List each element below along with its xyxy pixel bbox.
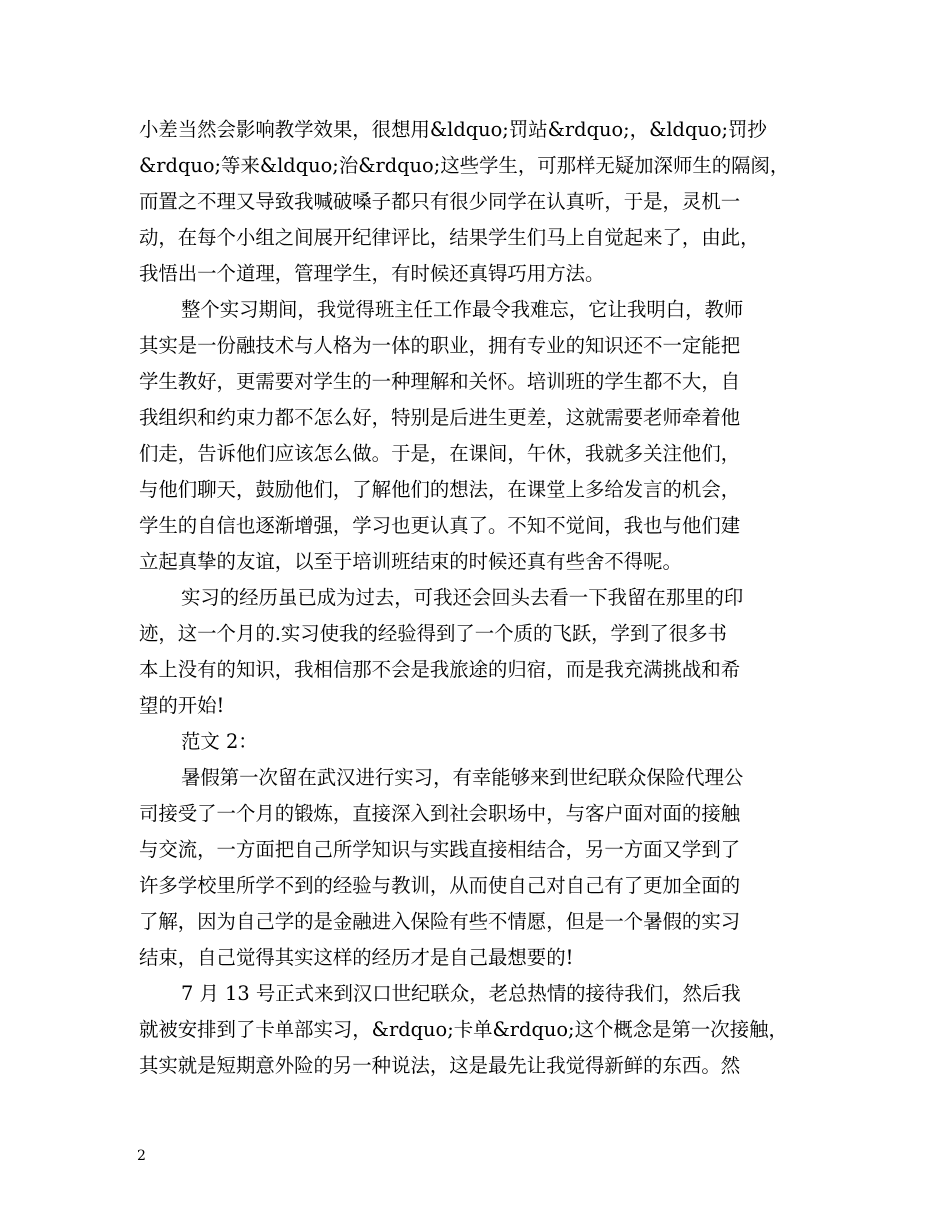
text-line: 暑假第一次留在武汉进行实习，有幸能够来到世纪联众保险代理公 (181, 766, 744, 789)
text-line: 7 月 13 号正式来到汉口世纪联众，老总热情的接待我们，然后我 (181, 982, 741, 1005)
text-line: 本上没有的知识，我相信那不会是我旅途的归宿，而是我充满挑战和希 (139, 658, 741, 681)
paragraph (139, 760, 829, 976)
text-line: 迹，这一个月的.实习使我的经验得到了一个质的飞跃，学到了很多书 (139, 622, 727, 645)
text-line: 实习的经历虽已成为过去，可我还会回头去看一下我留在那里的印 (181, 586, 744, 609)
text-line: 其实就是短期意外险的另一种说法，这是最先让我觉得新鲜的东西。然 (139, 1054, 741, 1077)
text-line: 范文 2： (181, 730, 258, 753)
text-line: 司接受了一个月的锻炼，直接深入到社会职场中，与客户面对面的接触 (139, 802, 741, 825)
page-number: 2 (137, 1148, 146, 1164)
document-body (139, 112, 829, 1084)
text-line: &rdquo;等来&ldquo;治&rdquo;这些学生，可那样无疑加深师生的隔阂， (139, 154, 790, 177)
text-line: 望的开始! (139, 694, 225, 717)
text-line: 动，在每个小组之间展开纪律评比，结果学生们马上自觉起来了，由此， (139, 226, 760, 249)
text-line: 学生教好，更需要对学生的一种理解和关怀。培训班的学生都不大，自 (139, 370, 741, 393)
text-line: 小差当然会影响教学效果，很想用&ldquo;罚站&rdquo;，&ldquo;罚抄 (139, 118, 767, 141)
text-line: 了解，因为自己学的是金融进入保险有些不情愿，但是一个暑假的实习 (139, 910, 741, 933)
paragraph (139, 292, 829, 580)
text-line: 其实是一份融技术与人格为一体的职业，拥有专业的知识还不一定能把 (139, 334, 741, 357)
text-line: 结束，自己觉得其实这样的经历才是自己最想要的! (139, 946, 574, 969)
text-line: 整个实习期间，我觉得班主任工作最令我难忘，它让我明白，教师 (181, 298, 744, 321)
text-line: 与交流，一方面把自己所学知识与实践直接相结合，另一方面又学到了 (139, 838, 741, 861)
paragraph (139, 976, 829, 1084)
text-line: 立起真挚的友谊，以至于培训班结束的时候还真有些舍不得呢。 (139, 550, 682, 573)
text-line: 与他们聊天，鼓励他们，了解他们的想法，在课堂上多给发言的机会， (139, 478, 741, 501)
section-heading (139, 724, 829, 760)
text-line: 许多学校里所学不到的经验与教训，从而使自己对自己有了更加全面的 (139, 874, 741, 897)
text-line: 们走，告诉他们应该怎么做。于是，在课间，午休，我就多关注他们， (139, 442, 741, 465)
text-line: 我组织和约束力都不怎么好，特别是后进生更差，这就需要老师牵着他 (139, 406, 741, 429)
paragraph (139, 580, 829, 724)
paragraph (139, 112, 829, 292)
text-line: 就被安排到了卡单部实习，&rdquo;卡单&rdquo;这个概念是第一次接触， (139, 1018, 788, 1041)
text-line: 而置之不理又导致我喊破嗓子都只有很少同学在认真听，于是，灵机一 (139, 190, 741, 213)
text-line: 我悟出一个道理，管理学生，有时候还真锝巧用方法。 (139, 262, 605, 285)
text-line: 学生的自信也逐渐增强，学习也更认真了。不知不觉间，我也与他们建 (139, 514, 741, 537)
